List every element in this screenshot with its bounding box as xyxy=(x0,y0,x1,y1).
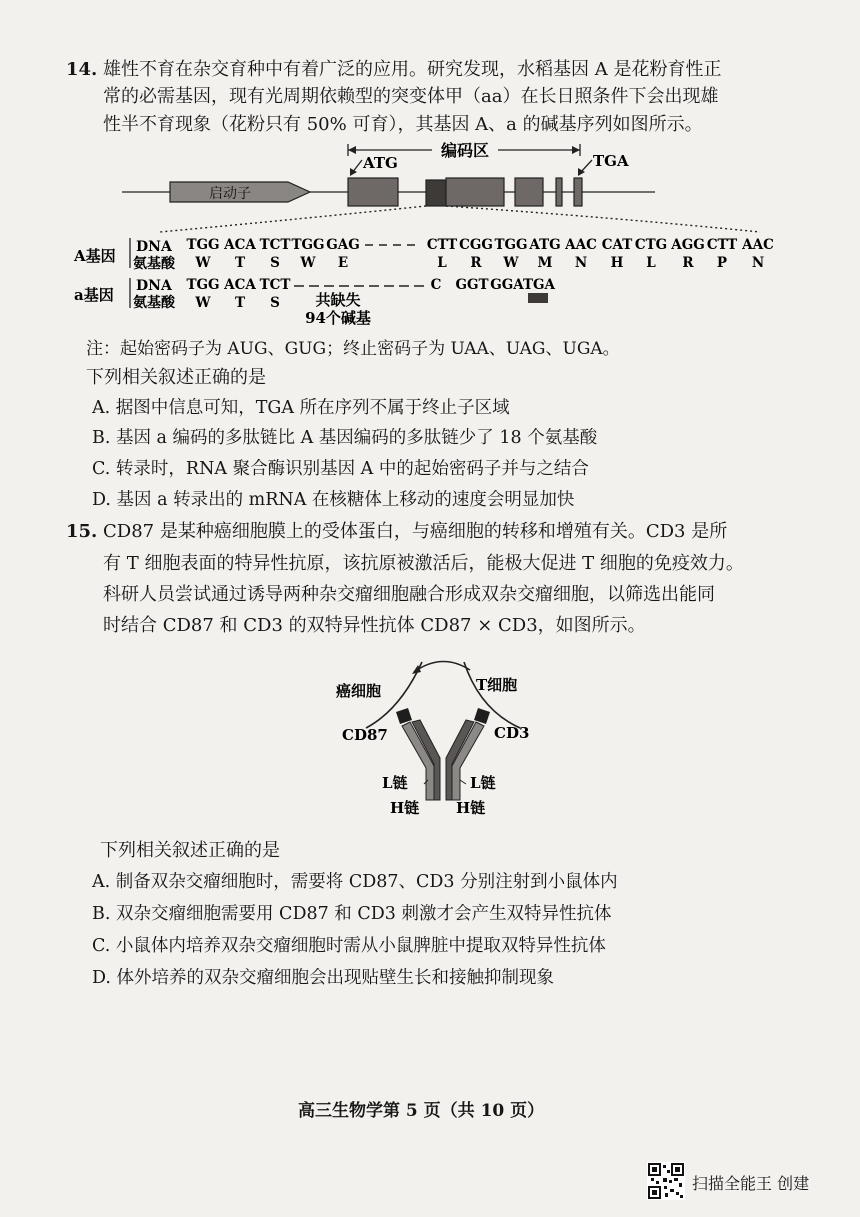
question-14-option-a[interactable]: A. 据图中信息可知，TGA 所在序列不属于终止子区域 xyxy=(92,398,510,418)
geneA-codon-9: ATG xyxy=(529,237,561,253)
cd3-label: CD3 xyxy=(494,724,530,742)
exon-5 xyxy=(574,178,582,206)
genea-codon-6: GGA xyxy=(490,277,524,293)
geneA-codon-14: CTT xyxy=(706,237,738,253)
geneA-amino-8: W xyxy=(503,255,519,271)
geneA-amino-4: W xyxy=(300,255,316,271)
geneA-amino-9: M xyxy=(537,255,553,271)
geneA-codon-13: AGG xyxy=(671,237,705,253)
genea-stop-marker xyxy=(528,293,548,303)
geneA-amino-12: L xyxy=(646,255,656,271)
geneA-amino-1: W xyxy=(195,255,211,271)
genea-amino-2: T xyxy=(234,295,246,311)
gene-a-amino-label: 氨基酸 xyxy=(133,295,175,311)
left-h-chain-label: H链 xyxy=(390,799,420,817)
geneA-codon-12: CTG xyxy=(634,237,668,253)
gene-A-label: A基因 xyxy=(74,247,116,265)
question-15-text-line-2: 有 T 细胞表面的特异性抗原，该抗原被激活后，能极大促进 T 细胞的免疫效力。 xyxy=(103,553,744,574)
genea-codon-4: C xyxy=(430,277,442,293)
geneA-codon-6: CTT xyxy=(426,237,458,253)
question-14-option-b[interactable]: B. 基因 a 编码的多肽链比 A 基因编码的多肽链少了 18 个氨基酸 xyxy=(92,428,598,448)
gene-A-amino-label: 氨基酸 xyxy=(133,256,175,272)
exon-3 xyxy=(515,178,543,206)
exon-2a xyxy=(426,180,446,206)
question-14-number: 14. xyxy=(66,59,98,80)
question-14-prompt: 下列相关叙述正确的是 xyxy=(86,367,266,388)
right-l-chain-label: L链 xyxy=(470,774,496,792)
geneA-codon-10: AAC xyxy=(565,237,597,253)
question-15-number: 15. xyxy=(66,521,98,542)
cd87-receptor xyxy=(396,708,412,724)
geneA-amino-6: L xyxy=(437,255,447,271)
question-14-option-c[interactable]: C. 转录时，RNA 聚合酶识别基因 A 中的起始密码子并与之结合 xyxy=(92,459,589,479)
geneA-amino-15: N xyxy=(751,255,765,271)
scanner-watermark: 扫描全能王 创建 xyxy=(692,1174,810,1193)
genea-amino-1: W xyxy=(195,295,211,311)
right-h-chain-label: H链 xyxy=(456,799,486,817)
question-14-text-line-1: 雄性不育在杂交育种中有着广泛的应用。研究发现，水稻基因 A 是花粉育性正 xyxy=(103,59,722,80)
page-footer: 高三生物学第 5 页（共 10 页） xyxy=(298,1101,545,1121)
geneA-amino-3: S xyxy=(270,255,280,271)
question-15-option-d[interactable]: D. 体外培养的双杂交瘤细胞会出现贴壁生长和接触抑制现象 xyxy=(92,968,555,988)
genea-codon-5: GGT xyxy=(455,277,489,293)
exon-4 xyxy=(556,178,562,206)
geneA-amino-5: E xyxy=(337,255,349,271)
atg-label: ATG xyxy=(363,154,398,172)
geneA-codon-1: TGG xyxy=(186,237,220,253)
gene-a-label: a基因 xyxy=(74,286,114,304)
question-15-option-b[interactable]: B. 双杂交瘤细胞需要用 CD87 和 CD3 刺激才会产生双特异性抗体 xyxy=(92,904,612,924)
geneA-amino-11: H xyxy=(610,255,624,271)
gene-A-dna-label: DNA xyxy=(136,239,172,255)
question-15-option-c[interactable]: C. 小鼠体内培养双杂交瘤细胞时需从小鼠脾脏中提取双特异性抗体 xyxy=(92,936,606,956)
geneA-codon-11: CAT xyxy=(601,237,633,253)
geneA-codon-8: TGG xyxy=(494,237,528,253)
deletion-label-1: 共缺失 xyxy=(315,291,361,309)
geneA-amino-10: N xyxy=(574,255,588,271)
gene-structure-figure xyxy=(60,140,800,330)
geneA-amino-7: R xyxy=(470,255,482,271)
coding-region-label: 编码区 xyxy=(440,141,490,160)
question-15-text-line-4: 时结合 CD87 和 CD3 的双特异性抗体 CD87 × CD3，如图所示。 xyxy=(103,615,646,636)
geneA-codon-3: TCT xyxy=(259,237,291,253)
cd3-receptor xyxy=(474,708,490,724)
antibody-figure xyxy=(330,650,560,825)
question-14-option-d[interactable]: D. 基因 a 转录出的 mRNA 在核糖体上移动的速度会明显加快 xyxy=(92,490,575,510)
t-cell-membrane xyxy=(464,662,520,728)
cancer-cell-label: 癌细胞 xyxy=(336,682,382,700)
genea-amino-3: S xyxy=(270,295,280,311)
question-15-text-line-3: 科研人员尝试通过诱导两种杂交瘤细胞融合形成双杂交瘤细胞，以筛选出能同 xyxy=(103,584,715,605)
question-15-prompt: 下列相关叙述正确的是 xyxy=(100,840,280,861)
cd87-label: CD87 xyxy=(342,726,388,744)
geneA-codon-7: CGG xyxy=(459,237,493,253)
geneA-amino-14: P xyxy=(716,255,728,271)
exon-1 xyxy=(348,178,398,206)
question-15-option-a[interactable]: A. 制备双杂交瘤细胞时，需要将 CD87、CD3 分别注射到小鼠体内 xyxy=(92,872,618,892)
geneA-codon-5: GAG xyxy=(326,237,360,253)
geneA-codon-2: ACA xyxy=(224,237,256,253)
question-14-note: 注：起始密码子为 AUG、GUG；终止密码子为 UAA、UAG、UGA。 xyxy=(86,339,620,359)
left-l-chain-label: L链 xyxy=(382,774,408,792)
geneA-codon-4: TGG xyxy=(291,237,325,253)
geneA-amino-13: R xyxy=(682,255,694,271)
promoter-label: 启动子 xyxy=(209,186,251,202)
question-15-text-line-1: CD87 是某种癌细胞膜上的受体蛋白，与癌细胞的转移和增殖有关。CD3 是所 xyxy=(103,521,728,542)
gene-a-dna-label: DNA xyxy=(136,278,172,294)
question-14-text-line-3: 性半不育现象（花粉只有 50% 可育），其基因 A、a 的碱基序列如图所示。 xyxy=(103,114,703,135)
t-cell-label: T细胞 xyxy=(476,676,518,694)
qr-code-icon xyxy=(647,1162,685,1200)
exon-2b xyxy=(446,178,504,206)
genea-codon-1: TGG xyxy=(186,277,220,293)
genea-codon-7: TGA xyxy=(522,277,556,293)
geneA-amino-2: T xyxy=(234,255,246,271)
genea-codon-3: TCT xyxy=(259,277,291,293)
geneA-codon-15: AAC xyxy=(742,237,774,253)
deletion-label-2: 94个碱基 xyxy=(305,309,371,327)
tga-label: TGA xyxy=(593,152,629,170)
genea-codon-2: ACA xyxy=(224,277,256,293)
question-14-text-line-2: 常的必需基因，现有光周期依赖型的突变体甲（aa）在长日照条件下会出现雄 xyxy=(103,86,719,107)
